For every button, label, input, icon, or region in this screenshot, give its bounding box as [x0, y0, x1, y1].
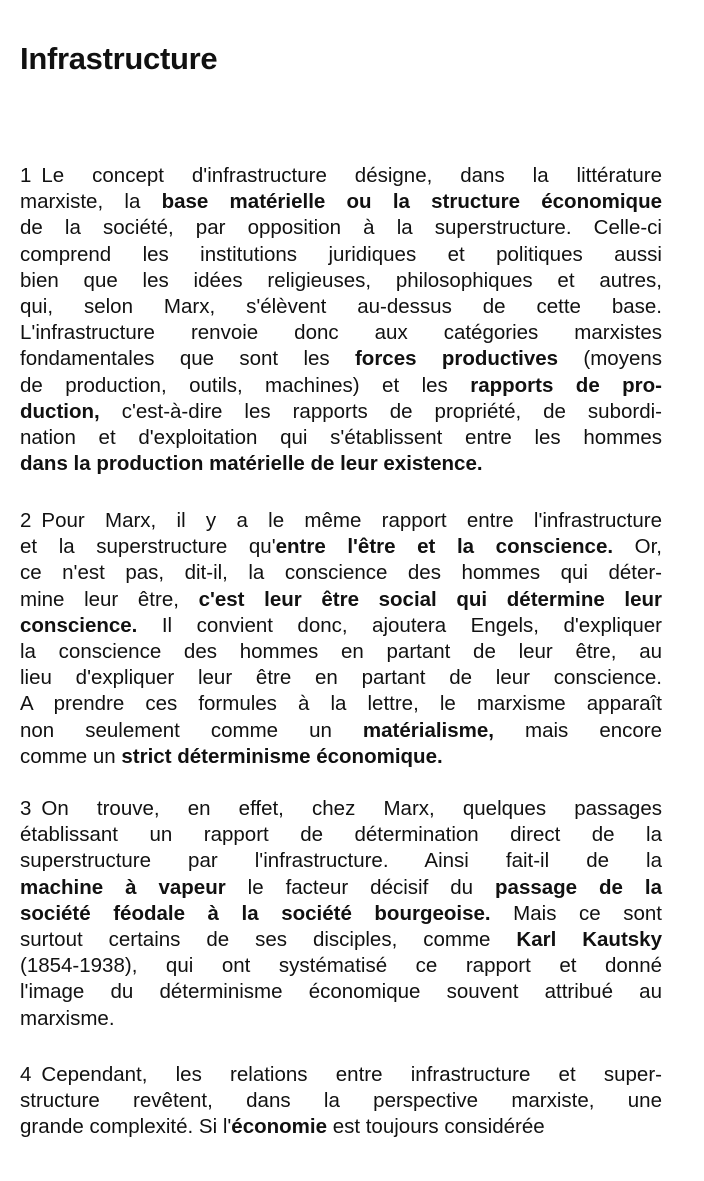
text-line — [20, 875, 662, 901]
text-run: comme un — [20, 744, 122, 768]
paragraph-1 — [20, 163, 662, 477]
text-run: Cependant, les relations entre infrastructure et super- — [41, 1063, 662, 1086]
text-line — [20, 425, 662, 451]
text-run: superstructure par l'infrastructure. Ainsi fait-il de la — [20, 849, 662, 873]
text-run: Or, — [613, 535, 662, 559]
text-run: et la superstructure qu' — [20, 535, 276, 559]
text-line — [20, 979, 662, 1005]
bold-term: machine à vapeur — [20, 875, 226, 899]
text-run: le facteur décisif du — [225, 875, 496, 899]
text-line — [20, 242, 662, 268]
text-line — [20, 268, 662, 294]
bold-term: duction, — [20, 399, 100, 423]
text-run: ce n'est pas, dit-il, la conscience des hommes qui déter- — [20, 561, 662, 585]
text-run: A prendre ces formules à la lettre, le marxisme apparaît — [20, 692, 662, 716]
text-run: de la société, par opposition à la superstructure. Celle-ci — [20, 216, 662, 240]
text-line — [20, 587, 662, 613]
text-run: lieu d'expliquer leur être en partant de leur conscience. — [20, 666, 662, 690]
text-run: Mais ce sont — [490, 901, 662, 925]
text-line — [20, 665, 662, 691]
paragraph-4 — [20, 1062, 662, 1141]
text-run: non seulement comme un — [20, 718, 363, 742]
text-run: c'est-à-dire les rapports de propriété, de subordi- — [99, 399, 662, 423]
text-line — [20, 320, 662, 346]
text-line — [20, 1062, 662, 1088]
text-line — [20, 613, 662, 639]
text-line — [20, 691, 662, 717]
paragraph-2 — [20, 508, 662, 770]
text-run: grande complexité. Si l' — [20, 1115, 232, 1139]
paragraph-3 — [20, 796, 662, 1032]
text-line — [20, 373, 662, 399]
text-line — [20, 215, 662, 241]
text-run: On trouve, en effet, chez Marx, quelques passages — [41, 797, 662, 820]
text-run: L'infrastructure renvoie donc aux catégories marxistes — [20, 321, 662, 345]
paragraph-number: 2 — [20, 509, 32, 532]
text-line — [20, 744, 662, 770]
text-line — [20, 534, 662, 560]
text-run: de production, outils, machines) et les — [20, 373, 471, 397]
text-line — [20, 822, 662, 848]
text-line — [20, 901, 662, 927]
text-run: établissant un rapport de détermination direct de la — [20, 823, 662, 847]
text-line — [20, 560, 662, 586]
bold-term: conscience. — [20, 613, 138, 637]
text-line — [20, 1006, 662, 1032]
text-line — [20, 346, 662, 372]
bold-term: strict déterminisme économique. — [121, 744, 443, 768]
text-line — [20, 189, 662, 215]
text-run: fondamentales que sont les — [20, 347, 355, 371]
text-run: mais encore — [493, 718, 663, 742]
text-run: qui, selon Marx, s'élèvent au-dessus de cette base. — [20, 294, 662, 318]
bold-term: entre l'être et la conscience. — [275, 535, 614, 559]
text-line — [20, 639, 662, 665]
text-line — [20, 508, 662, 534]
text-line — [20, 927, 662, 953]
text-line — [20, 796, 662, 822]
bold-term: base matérielle ou la structure économique — [161, 190, 662, 214]
paragraph-number: 3 — [20, 797, 32, 820]
text-run: structure revêtent, dans la perspective marxiste, une — [20, 1089, 662, 1113]
text-run: nation et d'exploitation qui s'établissent entre les hommes — [20, 425, 662, 449]
text-run: Pour Marx, il y a le même rapport entre l'infrastructure — [41, 509, 662, 532]
bold-term: forces productives — [354, 347, 559, 371]
text-line — [20, 451, 662, 477]
bold-term: passage de la — [495, 875, 662, 899]
text-run: (1854-1938), qui ont systématisé ce rapport et donné — [20, 954, 662, 978]
bold-term: société féodale à la société bourgeoise. — [20, 901, 491, 925]
bold-term: c'est leur être social qui détermine leur — [198, 587, 662, 611]
text-line — [20, 1088, 662, 1114]
text-run: est toujours considérée — [327, 1115, 545, 1139]
text-run: l'image du déterminisme économique souvent attribué au — [20, 980, 662, 1004]
text-run: bien que les idées religieuses, philosophiques et autres, — [20, 268, 662, 292]
bold-term: matérialisme, — [362, 718, 494, 742]
text-run: marxiste, la — [20, 190, 162, 214]
text-line — [20, 1114, 662, 1140]
bold-term: économie — [231, 1115, 327, 1139]
bold-term: rapports de pro- — [470, 373, 662, 397]
text-run: Le concept d'infrastructure désigne, dans la littérature — [41, 164, 662, 187]
bold-term: Karl Kautsky — [516, 927, 662, 951]
text-run: marxisme. — [20, 1006, 115, 1030]
text-run: la conscience des hommes en partant de leur être, au — [20, 639, 662, 663]
text-run: Il convient donc, ajoutera Engels, d'expliquer — [137, 613, 662, 637]
paragraph-number: 4 — [20, 1063, 32, 1086]
text-run: mine leur être, — [20, 587, 199, 611]
paragraph-number: 1 — [20, 164, 32, 187]
page-title: Infrastructure — [20, 41, 218, 76]
text-line — [20, 848, 662, 874]
text-line — [20, 163, 662, 189]
bold-term: dans la production matérielle de leur existence. — [20, 452, 483, 476]
text-run: surtout certains de ses disciples, comme — [20, 927, 517, 951]
text-run: comprend les institutions juridiques et politiques aussi — [20, 242, 662, 266]
text-line — [20, 399, 662, 425]
text-line — [20, 953, 662, 979]
text-line — [20, 718, 662, 744]
text-run: (moyens — [558, 347, 662, 371]
text-line — [20, 294, 662, 320]
